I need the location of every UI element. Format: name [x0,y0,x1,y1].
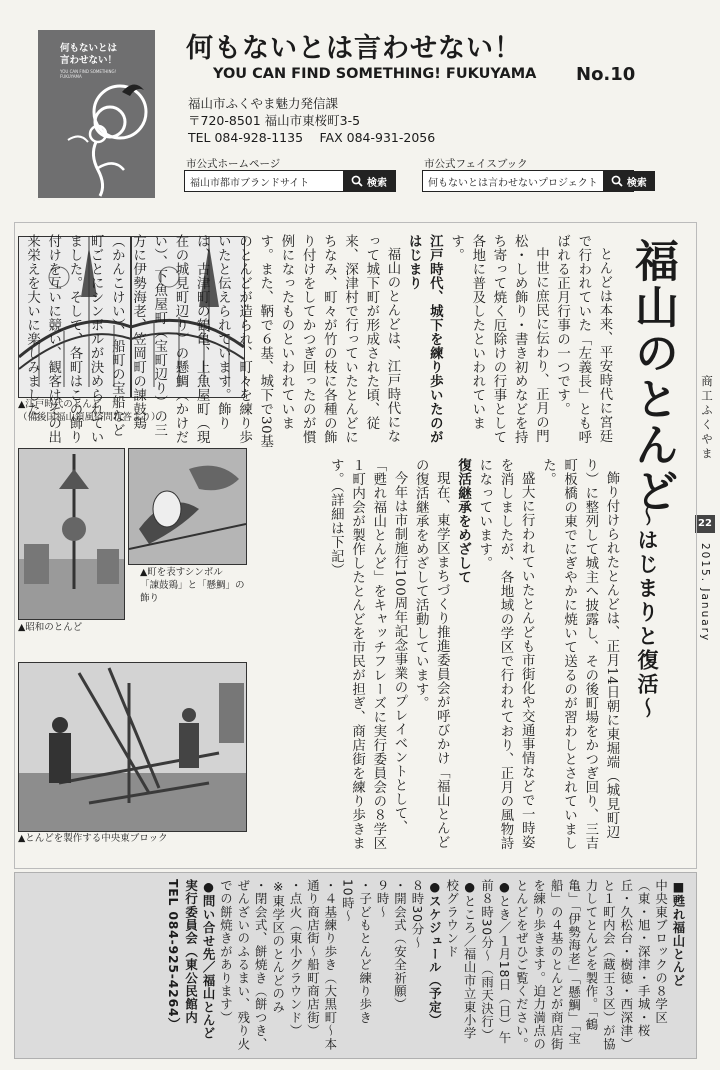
column-subtitle: YOU CAN FIND SOMETHING! FUKUYAMA [213,66,537,82]
event-place: ●ところ／福山市立東小学校グラウンド [444,879,478,1040]
showa-tondo-photo [18,448,125,620]
phone-fax: TEL 084-928-1135 FAX 084-931-2056 [188,130,436,145]
issue-number: No.10 [576,64,636,85]
article-paragraph: 現在、東学区まちづくり推進委員会が呼びかけ「福山とんどの復活継承をめざして活動しています。 [413,458,450,850]
symbol-decorations-photo [128,448,247,565]
article-paragraph: 福山のとんどは、江戸時代になって城下町が形成された頃、従来、深津村で行っていたとんどにちなみ、町々が竹の枝に各種の飾り付けをしてかつぎ回ったのが慣例になったものといわれています。また、鞆で６基、城下で30基のとんどが造られ、町々を練り歩いたと伝えられています。飾りは、古津町の鶴亀、上魚屋町（現在の城見町辺り）の懸鯛（かけだい）、下魚屋町（宝町辺り）の三方に伊勢海老、笠岡町の諌鼓鶏（かんこけい）、船町の宝船など町ごとにシンボルが決められていました。そして、各町はこの飾り付けを互いに競い、観客はその出来栄えを大いに楽しみました。 [24,234,400,449]
facebook-label: 市公式フェイスブック [424,158,528,170]
article-body-lower [250,458,622,856]
article-subtitle: ～はじまりと復活～ [635,505,659,721]
photo-caption-block: ▲とんどを製作する中央東ブロック [18,833,168,844]
photo-caption-edo: ▲江戸時代のとんど （備後国福山領風俗問状答より） [18,399,161,423]
schedule-item: ・４基練り歩き（大黒町～本通り商店街～船町商店街） [305,879,338,1051]
article-paragraph: 盛大に行われていたとんども市街化や交通事情などで一時姿を消しましたが、各地域の学区で行われており、正月の風物詩になっています。 [476,458,535,850]
search-icon [611,175,623,187]
section-heading: 江戸時代、城下を練り歩いたのがはじまり [406,234,443,444]
schedule-item: ９時～ [375,879,391,919]
event-date: ●とき／１月18日（日）午前８時30分～（雨天決行） [479,879,512,1045]
schedule-item: ・開会式（安全祈願） [392,879,408,1011]
article-paragraph: 今年は市制施行100周年記念事業のプレイベントとして、「甦れ福山とんど」をキャッチフレーズに実行委員会の８学区１町内会が製作したとんどを市民が担ぎ、商店街を練り歩きます。（詳細は下記） [328,458,407,850]
event-info-box [14,872,697,1059]
article-title: 福山のとんど [627,238,678,514]
brand-logo [38,30,155,198]
central-east-block-photo [18,662,247,832]
article-paragraph: 中世に庶民に伝わり、正月の門松・しめ飾り・書き初めなどを持ち寄って焼く厄除けの行事として各地に普及したといわれています。 [448,234,549,444]
logo-subtext: YOU CAN FIND SOMETHING! FUKUYAMA [60,69,117,79]
photo-caption-symbols: ▲町を表すシンボル 「諌鼓鶏」と「懸鯛」の 飾り [140,567,245,604]
event-intro: 中央東ブロックの８学区（東・旭・深津・手城・桜丘・久松台・樹徳・西深津）と１町内会（蔵王３区）が協力してとんどを製作。「鶴亀」「伊勢海老」「懸鯛」「宝船」の４基のとんどが商店街を練り歩きます。迫力満点のとんどをぜひご覧ください。 [514,879,669,1051]
column-title: 何もないとは言わせない！ [186,33,522,64]
issue-date: 2015. January [699,543,711,643]
article-paragraph: 飾り付けられたとんどは、正月14日朝に東堀端（城見町辺り）に整列して城主へ披露し、その後町場をかつぎ回り、三吉町板橋の東でにぎやかに焼いて送るのが習わしとされていました。 [540,458,619,850]
homepage-label: 市公式ホームページ [186,158,281,170]
photo-caption-showa: ▲昭和のとんど [18,622,83,633]
address: 〒720-8501 福山市東桜町3-5 [188,113,361,128]
homepage-search-query[interactable]: 福山市都市ブランドサイト [190,178,310,189]
schedule-item: ・子どもとんど練り歩き [357,879,373,1025]
facebook-search-button[interactable]: 検索 [603,171,655,191]
logo-text: 何もないとは 言わせない！ [60,43,118,66]
event-details [23,879,687,1051]
event-heading: ■甦れ福山とんど [671,879,686,988]
article-paragraph: とんどは本来、平安時代に宮廷で行われていた「左義長」とも呼ばれる正月行事の一つです。 [554,234,612,444]
section-heading: 復活継承をめざして [455,458,471,584]
event-schedule-title: ●スケジュール（予定） [427,879,443,1027]
page-number: 22 [695,515,715,533]
homepage-search-button[interactable]: 検索 [343,171,395,191]
department-name: 福山市ふくやま魅力発信課 [188,96,339,111]
schedule-item: ・点火（東小グラウンド） [288,879,304,1038]
event-contact: ●問い合せ先／福山とんど実行委員会（東公民館内TEL 084-925-4264） [166,879,217,1040]
schedule-item: ８時30分～ [409,879,425,950]
schedule-item: ※東学区のとんどのみ [270,879,286,1014]
magazine-sidebar [695,375,717,675]
homepage-search[interactable] [184,170,396,192]
contact-block [188,95,435,146]
search-icon [351,175,363,187]
header [38,22,658,210]
schedule-item: 10時～ [340,879,356,923]
facebook-search-query[interactable]: 何もないとは言わせないプロジェクト [428,178,598,189]
facebook-search[interactable] [422,170,647,192]
schedule-item: ・閉会式、餅焼き（餅つき、ぜんざいのふるまい、残り火での餅焼きがあります） [218,879,269,1051]
magazine-name: 商工ふくやま [700,375,714,462]
